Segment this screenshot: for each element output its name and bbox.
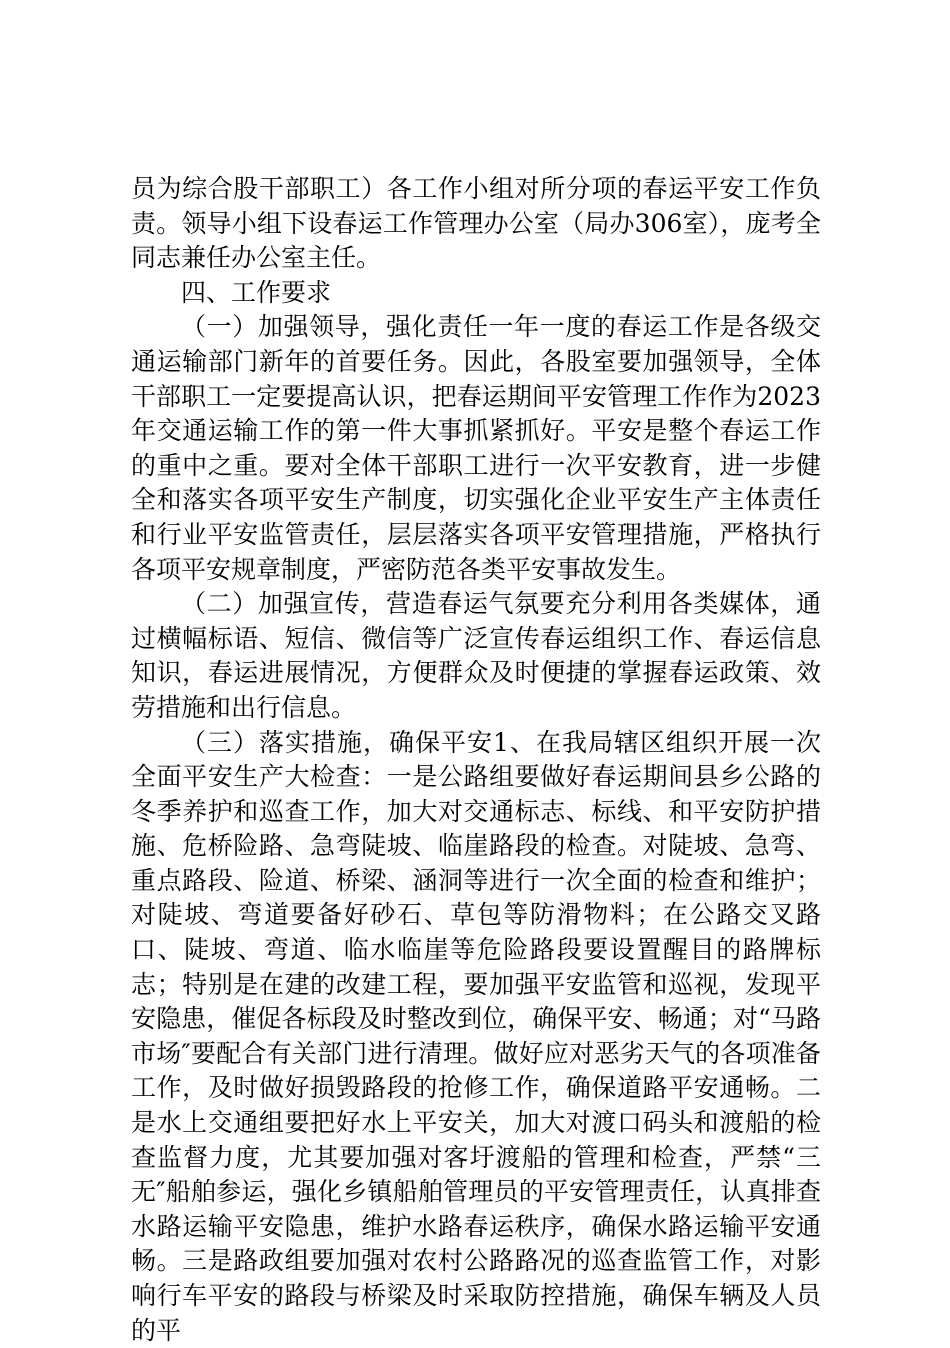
paragraph-strengthen-publicity: （二）加强宣传，营造春运气氛要充分利用各类媒体，通过横幅标语、短信、微信等广泛宣传春运组织工作、春运信息知识，春运进展情况，方便群众及时便捷的掌握春运政策、效劳措施和出行信息。: [131, 587, 821, 725]
document-body: [131, 172, 821, 1348]
section-heading-work-requirements: 四、工作要求: [131, 276, 821, 311]
paragraph-strengthen-leadership: （一）加强领导，强化责任一年一度的春运工作是各级交通运输部门新年的首要任务。因此，各股室要加强领导，全体干部职工一定要提高认识，把春运期间平安管理工作作为2023年交通运输工作的第一件大事抓紧抓好。平安是整个春运工作的重中之重。要对全体干部职工进行一次平安教育，进一步健全和落实各项平安生产制度，切实强化企业平安生产主体责任和行业平安监管责任，层层落实各项平安管理措施，严格执行各项平安规章制度，严密防范各类平安事故发生。: [131, 310, 821, 587]
paragraph-implement-measures: （三）落实措施，确保平安1、在我局辖区组织开展一次全面平安生产大检查：一是公路组要做好春运期间县乡公路的冬季养护和巡查工作，加大对交通标志、标线、和平安防护措施、危桥险路、急弯陡坡、临崖路段的检查。对陡坡、急弯、重点路段、险道、桥梁、涵洞等进行一次全面的检查和维护；对陡坡、弯道要备好砂石、草包等防滑物料；在公路交叉路口、陡坡、弯道、临水临崖等危险路段要设置醒目的路牌标志；特别是在建的改建工程，要加强平安监管和巡视，发现平安隐患，催促各标段及时整改到位，确保平安、畅通；对“马路市场″要配合有关部门进行清理。做好应对恶劣天气的各项准备工作，及时做好损毁路段的抢修工作，确保道路平安通畅。二是水上交通组要把好水上平安关，加大对渡口码头和渡船的检查监督力度，尤其要加强对客圩渡船的管理和检查，严禁“三无″船舶参运，强化乡镇船舶管理员的平安管理责任，认真排查水路运输平安隐患，维护水路春运秩序，确保水路运输平安通畅。三是路政组要加强对农村公路路况的巡查监管工作，对影响行车平安的路段与桥梁及时采取防控措施，确保车辆及人员的平: [131, 726, 821, 1348]
paragraph-continuation: 员为综合股干部职工）各工作小组对所分项的春运平安工作负责。领导小组下设春运工作管理办公室（局办306室），庞考全同志兼任办公室主任。: [131, 172, 821, 276]
